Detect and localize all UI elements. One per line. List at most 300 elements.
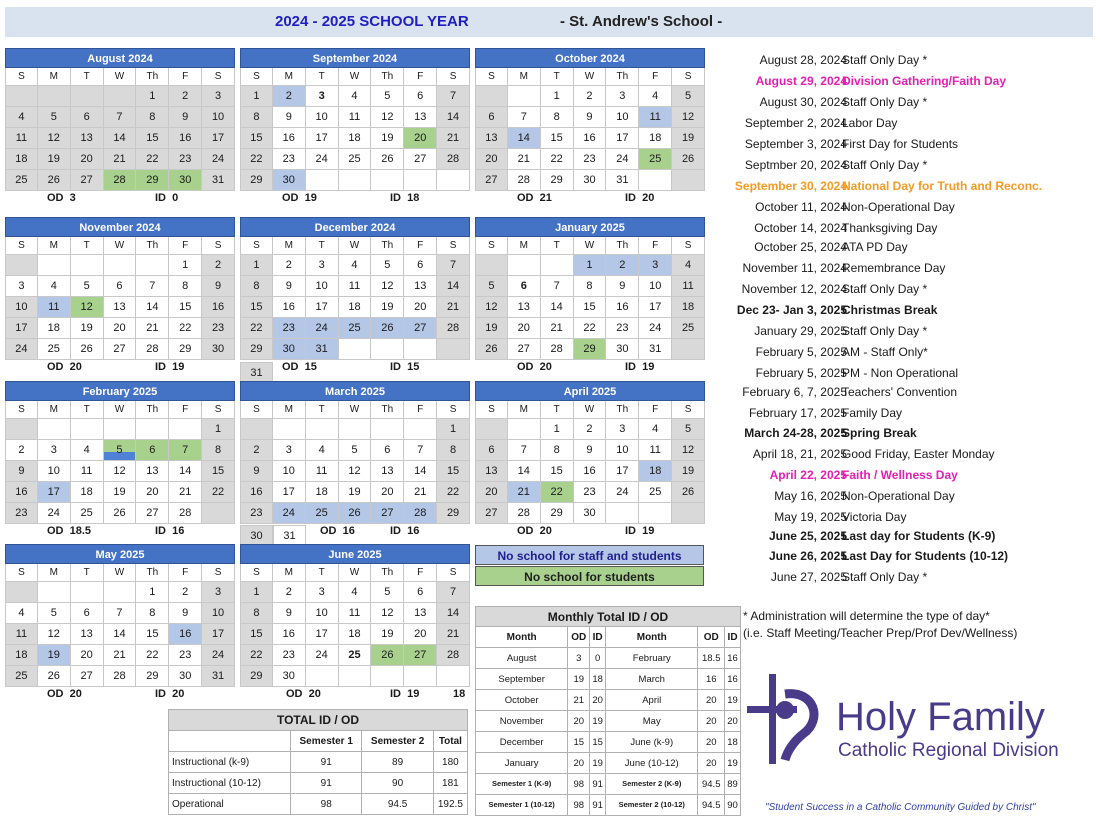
month-footer [5, 360, 235, 375]
weekday-header: W [339, 237, 372, 255]
calendar-june-2025 [240, 544, 470, 702]
day-cell: 16 [169, 624, 202, 645]
day-cell: 11 [5, 128, 38, 149]
month-grid [240, 564, 470, 687]
table-cell: 18 [590, 669, 606, 690]
month-title: March 2025 [240, 381, 470, 401]
day-cell: 11 [71, 461, 104, 482]
day-cell: 22 [169, 318, 202, 339]
day-cell: 23 [169, 149, 202, 170]
day-cell: 17 [273, 482, 306, 503]
day-cell: 10 [273, 461, 306, 482]
month-title: June 2025 [240, 544, 470, 564]
day-cell: 30 [574, 170, 607, 191]
day-cell: 15 [240, 624, 273, 645]
weekday-header: Th [371, 237, 404, 255]
event-date: October 11, 2024 [755, 200, 847, 214]
event-date: Septmber 20, 2024 [744, 158, 847, 172]
day-cell: 20 [508, 318, 541, 339]
day-cell: 18 [672, 297, 705, 318]
event-item [712, 155, 1097, 175]
day-cell: 1 [136, 582, 169, 603]
day-cell: 25 [339, 149, 372, 170]
weekday-header: W [104, 401, 137, 419]
day-cell: 25 [38, 339, 71, 360]
day-cell: 18 [71, 482, 104, 503]
day-cell: 21 [437, 128, 470, 149]
empty-cell [306, 419, 339, 440]
day-cell: 11 [38, 297, 71, 318]
table-cell: November [476, 711, 568, 732]
id-value: 19 [642, 361, 655, 373]
table-row [476, 732, 741, 753]
table-cell: 89 [725, 774, 741, 795]
day-cell: 1 [202, 419, 235, 440]
day-cell: 30 [202, 339, 235, 360]
day-cell: 21 [136, 318, 169, 339]
day-cell: 2 [169, 86, 202, 107]
day-cell: 16 [240, 482, 273, 503]
event-date: August 29, 2024 [755, 74, 847, 88]
day-cell: 11 [639, 107, 672, 128]
day-cell: 18 [5, 149, 38, 170]
event-date: May 19, 2025 [774, 510, 847, 524]
table-cell: 3 [568, 648, 590, 669]
day-cell: 24 [306, 645, 339, 666]
day-cell: 28 [437, 149, 470, 170]
empty-cell [136, 255, 169, 276]
day-cell: 1 [574, 255, 607, 276]
table-cell: 98 [568, 774, 590, 795]
event-description: Labor Day [842, 116, 898, 130]
day-cell: 2 [169, 582, 202, 603]
id-value: 19 [407, 688, 420, 700]
day-cell: 31 [606, 170, 639, 191]
day-cell: 16 [169, 128, 202, 149]
event-description: Thanksgiving Day [842, 221, 938, 235]
weekday-header: M [38, 401, 71, 419]
event-item [712, 92, 1097, 112]
empty-cell [371, 170, 404, 191]
day-cell: 16 [273, 624, 306, 645]
day-cell: 21 [104, 149, 137, 170]
table-cell: June (10-12) [606, 753, 698, 774]
weekday-header: T [306, 237, 339, 255]
day-cell: 24 [202, 645, 235, 666]
day-cell: 19 [38, 149, 71, 170]
day-cell: 28 [508, 170, 541, 191]
weekday-header: Th [606, 401, 639, 419]
day-cell: 17 [306, 624, 339, 645]
month-grid [240, 237, 470, 360]
column-header: OD [698, 627, 725, 648]
empty-cell [38, 255, 71, 276]
day-cell: 14 [104, 624, 137, 645]
empty-cell [306, 170, 339, 191]
day-cell: 16 [273, 297, 306, 318]
day-cell: 5 [672, 86, 705, 107]
day-cell: 6 [404, 255, 437, 276]
day-cell: 31 [202, 170, 235, 191]
calendar-december-2024 [240, 217, 470, 375]
od-label: OD [47, 525, 64, 537]
id-label: ID [155, 688, 166, 700]
event-date: April 18, 21, 2025 [752, 447, 847, 461]
event-date: October 14, 2024 [754, 221, 847, 235]
day-cell: 1 [169, 255, 202, 276]
weekday-header: T [541, 237, 574, 255]
day-cell: 10 [38, 461, 71, 482]
day-cell: 1 [541, 419, 574, 440]
day-cell: 21 [169, 482, 202, 503]
day-cell: 5 [339, 440, 372, 461]
day-cell: 1 [437, 419, 470, 440]
day-cell: 25 [5, 170, 38, 191]
day-cell: 12 [339, 461, 372, 482]
empty-cell [371, 666, 404, 687]
empty-cell [639, 503, 672, 524]
od-label: OD [47, 361, 64, 373]
calendar-may-2025 [5, 544, 235, 702]
table-cell: 90 [362, 773, 433, 794]
day-cell: 16 [606, 297, 639, 318]
legend-no-school-staff-students: No school for staff and students [475, 545, 704, 565]
event-item [712, 342, 1097, 362]
day-cell: 28 [437, 645, 470, 666]
table-cell: Semester 2 (K-9) [606, 774, 698, 795]
day-cell: 30 [273, 339, 306, 360]
calendar-october-2024 [475, 48, 705, 206]
day-cell: 12 [371, 276, 404, 297]
day-cell: 8 [202, 440, 235, 461]
table-cell: June (k-9) [606, 732, 698, 753]
empty-cell [38, 582, 71, 603]
event-description: PM - Non Operational [842, 366, 959, 380]
event-item [712, 321, 1097, 341]
table-cell: September [476, 669, 568, 690]
event-description: Staff Only Day * [842, 95, 928, 109]
day-cell: 19 [371, 128, 404, 149]
empty-cell [104, 86, 137, 107]
event-item [712, 363, 1097, 383]
table-cell: 91 [291, 773, 362, 794]
day-cell: 29 [541, 503, 574, 524]
day-cell: 27 [404, 645, 437, 666]
division-subtitle: Catholic Regional Division [838, 740, 1059, 761]
day-cell: 17 [306, 128, 339, 149]
day-cell: 13 [404, 107, 437, 128]
table-cell: 20 [698, 690, 725, 711]
day-cell: 11 [639, 440, 672, 461]
weekday-header: S [240, 401, 273, 419]
day-cell: 6 [371, 440, 404, 461]
weekday-header: M [273, 68, 306, 86]
day-cell: 14 [437, 276, 470, 297]
weekday-header: S [437, 564, 470, 582]
day-cell: 9 [574, 440, 607, 461]
weekday-header: T [541, 401, 574, 419]
calendar-november-2024 [5, 217, 235, 375]
id-value: 16 [172, 525, 185, 537]
empty-cell [339, 339, 372, 360]
empty-cell [371, 339, 404, 360]
event-description: AM - Staff Only* [842, 345, 928, 359]
day-cell: 25 [71, 503, 104, 524]
empty-cell [339, 419, 372, 440]
day-cell: 15 [240, 297, 273, 318]
day-cell: 9 [273, 276, 306, 297]
month-title: September 2024 [240, 48, 470, 68]
event-description: Christmas Break [842, 303, 938, 317]
day-cell: 20 [475, 482, 508, 503]
day-cell: 8 [541, 107, 574, 128]
day-cell: 15 [574, 297, 607, 318]
day-cell: 26 [371, 149, 404, 170]
empty-cell [437, 666, 470, 687]
event-item [712, 134, 1097, 154]
event-item [712, 50, 1097, 70]
day-cell: 4 [339, 582, 372, 603]
table-row [169, 794, 468, 815]
monthly-totals-table [475, 606, 741, 816]
weekday-header: S [475, 68, 508, 86]
day-cell: 14 [136, 297, 169, 318]
column-header: Month [606, 627, 698, 648]
weekday-header: S [672, 401, 705, 419]
day-cell: 4 [5, 107, 38, 128]
table-row [476, 690, 741, 711]
day-cell: 20 [475, 149, 508, 170]
day-cell: 7 [541, 276, 574, 297]
od-value: 20 [539, 361, 552, 373]
od-value: 3 [69, 192, 76, 204]
day-cell: 7 [508, 440, 541, 461]
event-date: August 28, 2024 [759, 53, 847, 67]
empty-cell [38, 86, 71, 107]
day-cell: 26 [371, 645, 404, 666]
empty-cell [404, 419, 437, 440]
day-cell: 9 [169, 603, 202, 624]
day-cell: 4 [5, 603, 38, 624]
day-cell: 15 [240, 128, 273, 149]
id-label: ID [625, 525, 636, 537]
day-cell: 18 [339, 624, 372, 645]
day-cell: 21 [437, 297, 470, 318]
od-label: OD [517, 361, 534, 373]
day-cell: 9 [574, 107, 607, 128]
day-cell: 8 [240, 603, 273, 624]
day-cell: 29 [574, 339, 607, 360]
empty-cell [339, 170, 372, 191]
weekday-header: W [574, 401, 607, 419]
day-cell: 13 [475, 128, 508, 149]
day-cell: 21 [508, 482, 541, 503]
table-cell: 20 [725, 711, 741, 732]
weekday-header: W [574, 237, 607, 255]
holy-family-cross-logo [745, 672, 835, 767]
day-cell: 17 [202, 624, 235, 645]
day-cell: 15 [202, 461, 235, 482]
event-item [712, 486, 1097, 506]
day-cell: 24 [202, 149, 235, 170]
event-item [712, 71, 1097, 91]
weekday-header: W [339, 401, 372, 419]
day-cell: 12 [672, 440, 705, 461]
day-cell: 28 [104, 666, 137, 687]
day-cell: 17 [606, 461, 639, 482]
empty-cell [104, 582, 137, 603]
event-date: March 24-28, 2025 [744, 426, 847, 440]
id-label: ID [155, 192, 166, 204]
table-cell: Semester 2 (10-12) [606, 795, 698, 816]
day-cell: 15 [169, 297, 202, 318]
weekday-header: T [71, 237, 104, 255]
empty-cell [404, 339, 437, 360]
day-cell: 7 [169, 440, 202, 461]
table-cell: Semester 1 (10-12) [476, 795, 568, 816]
day-cell: 29 [240, 170, 273, 191]
day-cell: 17 [38, 482, 71, 503]
table-row [169, 752, 468, 773]
column-header: Semester 1 [291, 731, 362, 752]
day-cell: 26 [38, 170, 71, 191]
day-cell: 19 [371, 624, 404, 645]
day-cell: 2 [240, 440, 273, 461]
od-value: 15 [304, 361, 317, 373]
day-cell: 9 [273, 603, 306, 624]
day-cell: 20 [371, 482, 404, 503]
day-cell: 9 [169, 107, 202, 128]
weekday-header: S [5, 401, 38, 419]
table-cell: 18.5 [698, 648, 725, 669]
od-value: 20 [69, 361, 82, 373]
day-cell: 16 [202, 297, 235, 318]
day-cell: 7 [104, 603, 137, 624]
school-name: - St. Andrew's School - [560, 13, 723, 30]
weekday-header: M [508, 237, 541, 255]
event-item [712, 113, 1097, 133]
day-cell: 9 [606, 276, 639, 297]
weekday-header: S [5, 564, 38, 582]
weekday-header: S [240, 68, 273, 86]
month-footer [240, 687, 470, 702]
day-cell: 29 [437, 503, 470, 524]
day-cell: 10 [606, 440, 639, 461]
weekday-header: M [508, 401, 541, 419]
month-footer [240, 191, 470, 206]
column-header: ID [725, 627, 741, 648]
day-cell: 13 [475, 461, 508, 482]
legend-no-school-students: No school for students [475, 566, 704, 586]
weekday-header: F [639, 237, 672, 255]
day-cell: 18 [639, 461, 672, 482]
table-cell: 90 [725, 795, 741, 816]
day-cell: 19 [672, 461, 705, 482]
day-cell: 7 [104, 107, 137, 128]
month-grid [475, 68, 705, 191]
table-cell: 94.5 [698, 774, 725, 795]
weekday-header: Th [136, 401, 169, 419]
weekday-header: M [273, 401, 306, 419]
day-cell: 1 [240, 86, 273, 107]
event-description: Non-Operational Day [842, 489, 955, 503]
day-cell: 29 [240, 339, 273, 360]
event-item [712, 567, 1097, 587]
event-description: Staff Only Day * [842, 570, 928, 584]
table-cell: 20 [698, 711, 725, 732]
day-cell: 30 [606, 339, 639, 360]
day-cell: 19 [104, 482, 137, 503]
od-value: 20 [539, 525, 552, 537]
event-description: Staff Only Day * [842, 53, 928, 67]
event-date: February 5, 2025 [755, 345, 847, 359]
day-cell: 21 [404, 482, 437, 503]
day-cell: 7 [437, 86, 470, 107]
id-label: ID [155, 361, 166, 373]
day-cell: 31 [202, 666, 235, 687]
table-cell: Operational [169, 794, 291, 815]
day-cell: 2 [5, 440, 38, 461]
event-item [712, 465, 1097, 485]
day-cell: 12 [38, 624, 71, 645]
weekday-header: F [169, 237, 202, 255]
weekday-header: T [71, 68, 104, 86]
day-cell: 5 [371, 255, 404, 276]
day-cell: 13 [404, 603, 437, 624]
march-30-overflow: 30 [240, 525, 273, 546]
day-cell: 29 [240, 666, 273, 687]
day-cell: 28 [136, 339, 169, 360]
day-cell: 5 [371, 86, 404, 107]
table-cell: March [606, 669, 698, 690]
day-cell: 27 [104, 339, 137, 360]
table-cell: 16 [725, 669, 741, 690]
od-label: OD [517, 525, 534, 537]
weekday-header: M [508, 68, 541, 86]
school-year-title: 2024 - 2025 SCHOOL YEAR [275, 13, 469, 30]
note-line-1: * Administration will determine the type of day* [743, 609, 990, 623]
day-cell: 13 [104, 297, 137, 318]
day-cell: 17 [5, 318, 38, 339]
weekday-header: S [437, 237, 470, 255]
event-description: First Day for Students [842, 137, 959, 151]
day-cell: 20 [404, 624, 437, 645]
event-date: Dec 23- Jan 3, 2025 [736, 303, 847, 317]
column-header: Month [476, 627, 568, 648]
day-cell: 20 [104, 318, 137, 339]
day-cell: 24 [306, 149, 339, 170]
weekday-header: S [437, 401, 470, 419]
day-cell: 22 [437, 482, 470, 503]
day-cell: 28 [169, 503, 202, 524]
table-cell: 98 [291, 794, 362, 815]
day-cell: 11 [339, 107, 372, 128]
day-cell: 20 [404, 128, 437, 149]
day-cell: 12 [475, 297, 508, 318]
table-cell: 16 [725, 648, 741, 669]
day-cell: 3 [38, 440, 71, 461]
table-cell: Instructional (10-12) [169, 773, 291, 794]
day-cell: 7 [136, 276, 169, 297]
empty-cell [71, 582, 104, 603]
day-cell: 27 [371, 503, 404, 524]
weekday-header: F [404, 401, 437, 419]
day-cell: 19 [339, 482, 372, 503]
empty-cell [475, 419, 508, 440]
od-label: OD [282, 192, 299, 204]
calendar-february-2025 [5, 381, 235, 539]
empty-cell [104, 419, 137, 440]
